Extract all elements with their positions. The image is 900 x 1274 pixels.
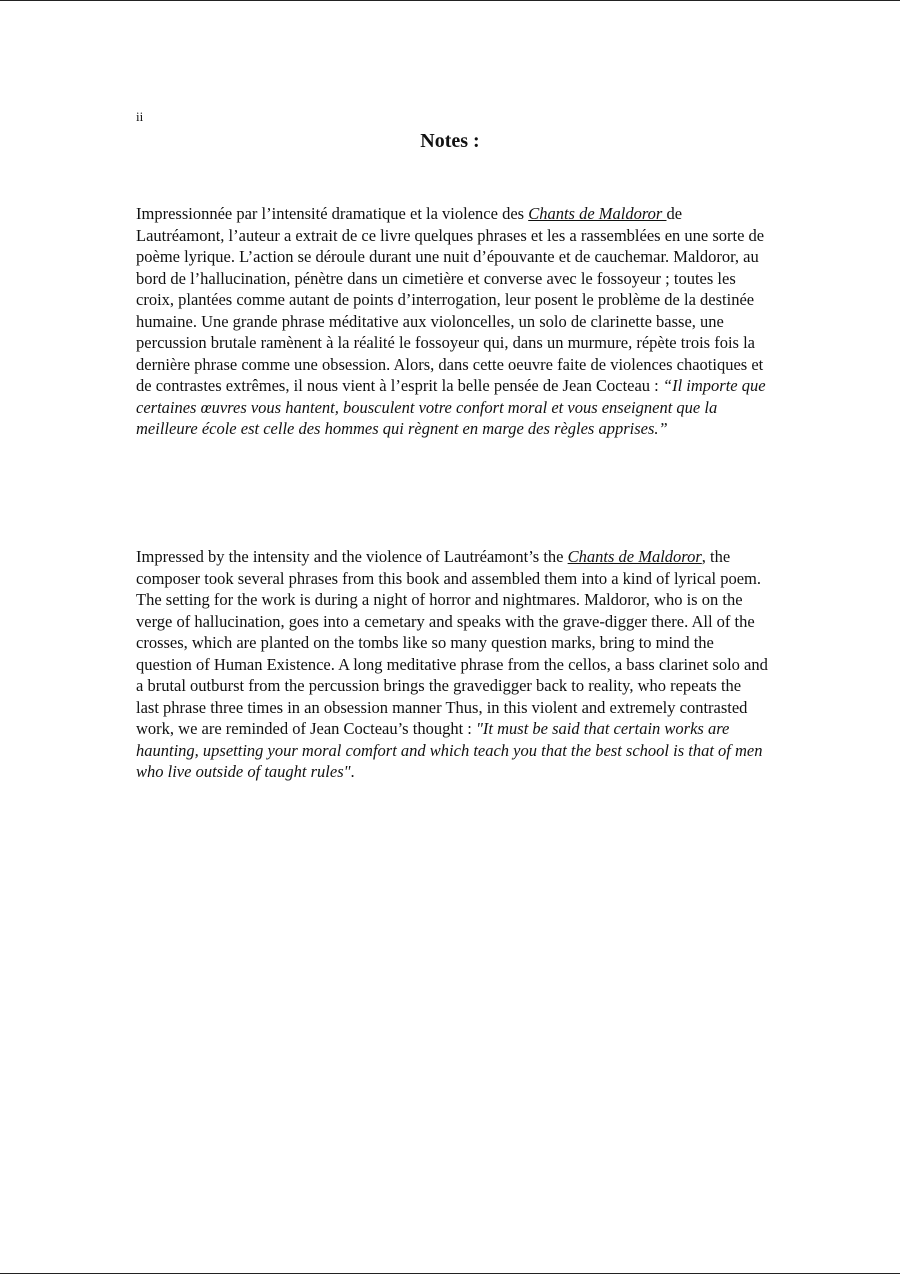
english-intro-text: Impressed by the intensity and the violence of Lautréamont’s the [136, 547, 568, 566]
french-work-title: Chants de Maldoror [528, 204, 667, 223]
french-body-text: de Lautréamont, l’auteur a extrait de ce livre quelques phrases et les a rassemblées en une sorte de poème lyrique. L’action se déroule durant une nuit d’épouvante et de cauchemar. Maldoror, au bord de l’hallucination, pénètre dans un cimetière et converse avec le fossoyeur ; toutes les croix, plantées comme autant de points d’interrogation, leur posent le problème de la destinée humaine. Une grande phrase méditative aux violoncelles, un solo de clarinette basse, une percussion brutale ramènent à la réalité le fossoyeur qui, dans un murmure, répète trois fois la dernière phrase comme une obsession. Alors, dans cette oeuvre faite de violences chaotiques et de contrastes extrêmes, il nous vient à l’esprit la belle pensée de Jean Cocteau : [136, 204, 765, 395]
english-work-title: Chants de Maldoror [567, 547, 702, 566]
french-intro-text: Impressionnée par l’intensité dramatique et la violence des [136, 204, 529, 223]
french-paragraph [136, 203, 768, 440]
french-cocteau-quote: “Il importe que certaines œuvres vous hantent, bousculent votre confort moral et vous enseignent que la meilleure école est celle des hommes qui règnent en marge des règles apprises.” [136, 376, 766, 438]
page-title: Notes : [420, 130, 480, 152]
english-end-punctuation: . [350, 762, 355, 781]
english-cocteau-quote: "It must be said that certain works are haunting, upsetting your moral comfort and which teach you that the best school is that of men who live outside of taught rules" [136, 719, 763, 781]
page-number: ii [136, 109, 144, 124]
english-paragraph [136, 546, 768, 783]
english-body-text: , the composer took several phrases from this book and assembled them into a kind of lyrical poem. The setting for the work is during a night of horror and nightmares. Maldoror, who is on the verge of hallucination, goes into a cemetary and speaks with the grave-digger there. All of the crosses, which are planted on the tombs like so many question marks, bring to mind the question of Human Existence. A long meditative phrase from the cellos, a bass clarinet solo and a brutal outburst from the percussion brings the gravedigger back to reality, who repeats the last phrase three times in an obsession manner Thus, in this violent and extremely contrasted work, we are reminded of Jean Cocteau’s thought : [136, 547, 768, 738]
